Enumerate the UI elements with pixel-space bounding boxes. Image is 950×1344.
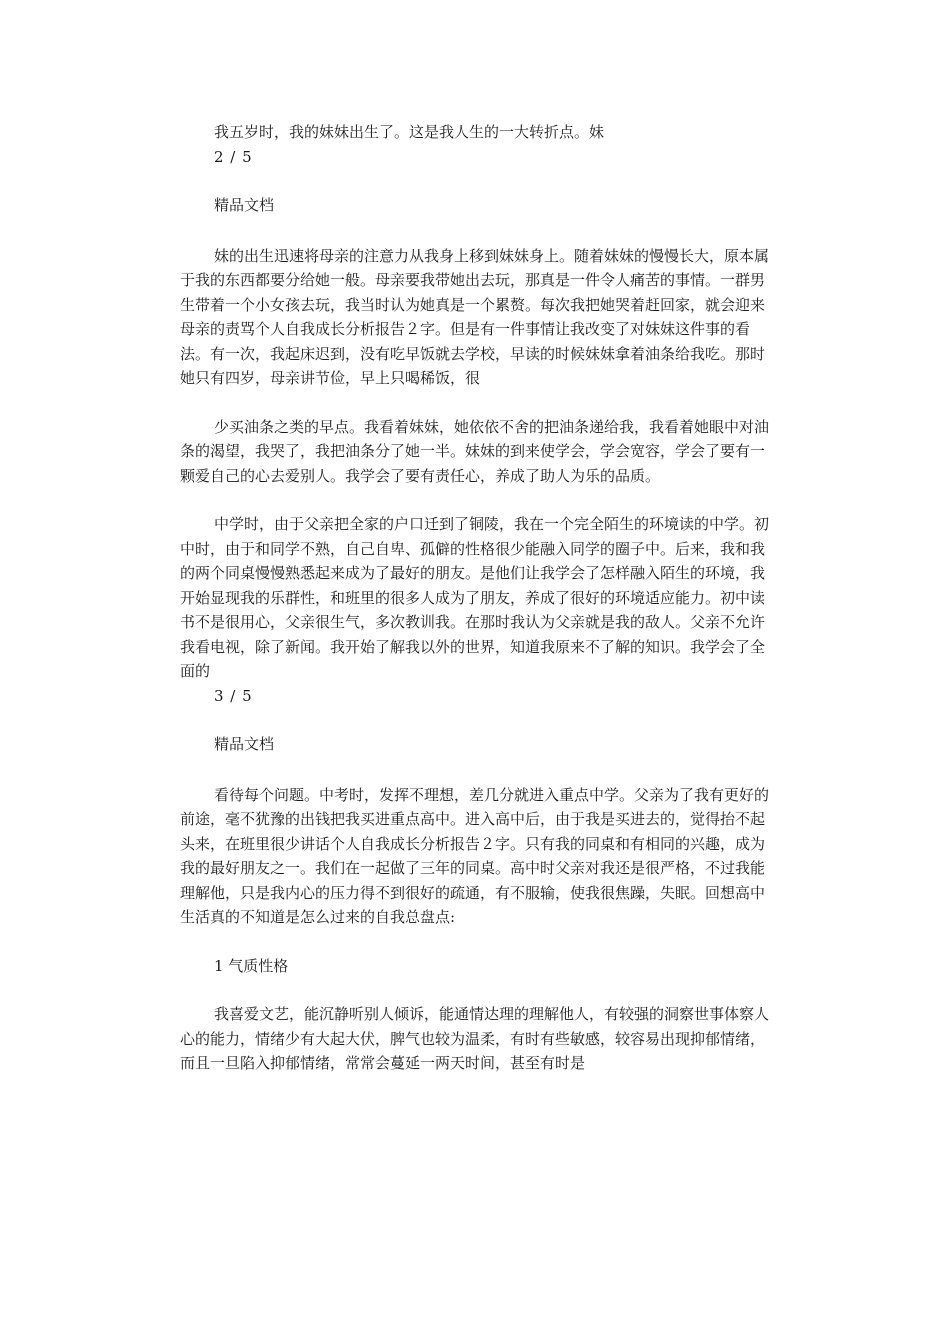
paragraph-middle-school: 中学时，由于父亲把全家的户口迁到了铜陵，我在一个完全陌生的环境读的中学。初中时，由于和同学不熟，自己自卑、孤僻的性格很少能融入同学的圈子中。后来，我和我的两个同桌慢慢熟悉起来成为了最好的朋友。是他们让我学会了怎样融入陌生的环境，我开始显现我的乐群性，和班里的很多人成为了朋友，养成了很好的环境适应能力。初中读书不是很用心，父亲很生气，多次教训我。在那时我认为父亲就是我的敌人。父亲不允许我看电视，除了新闻。我开始了解我以外的世界，知道我原来不了解的知识。我学会了全面的 bbox=[180, 515, 770, 680]
page-header: 精品文档 bbox=[214, 735, 275, 753]
section-heading: 1 气质性格 bbox=[214, 956, 289, 975]
paragraph-high-school: 看待每个问题。中考时，发挥不理想，差几分就进入重点中学。父亲为了我有更好的前途，毫不犹豫的出钱把我买进重点高中。进入高中后，由于我是买进去的，觉得抬不起头来，在班里很少讲话个人自我成长分析报告２字。只有我的同桌和有相同的兴趣，成为我的最好朋友之一。我们在一起做了三年的同桌。高中时父亲对我还是很严格，不过我能理解他，只是我内心的压力得不到很好的疏通，有不服输，使我很焦躁，失眠。回想高中生活真的不知道是怎么过来的自我总盘点: bbox=[180, 785, 770, 926]
page-number: 2 / 5 bbox=[214, 147, 253, 166]
paragraph-sister: 妹的出生迅速将母亲的注意力从我身上移到妹妹身上。随着妹妹的慢慢长大，原本属于我的东西都要分给她一般。母亲要我带她出去玩，那真是一件令人痛苦的事情。一群男生带着一个小女孩去玩，我当时认为她真是一个累赘。每次我把她哭着赶回家，就会迎来母亲的责骂个人自我成长分析报告２字。但是有一件事情让我改变了对妹妹这件事的看法。有一次，我起床迟到，没有吃早饭就去学校，早读的时候妹妹拿着油条给我吃。那时她只有四岁，母亲讲节俭，早上只喝稀饭，很 bbox=[180, 246, 770, 387]
document-page bbox=[180, 120, 770, 1076]
page-header: 精品文档 bbox=[214, 196, 275, 214]
paragraph-breakfast: 少买油条之类的早点。我看着妹妹，她依依不舍的把油条递给我，我看着她眼中对油条的渴望，我哭了，我把油条分了她一半。妹妹的到来使学会，学会宽容，学会了要有一颗爱自己的心去爱别人。我学会了要有责任心，养成了助人为乐的品质。 bbox=[180, 417, 770, 485]
page-number: 3 / 5 bbox=[214, 686, 253, 705]
paragraph-temperament: 我喜爱文艺，能沉静听别人倾诉，能通情达理的理解他人，有较强的洞察世事体察人心的能力，情绪少有大起大伏，脾气也较为温柔，有时有些敏感，较容易出现抑郁情绪，而且一旦陷入抑郁情绪，常常会蔓延一两天时间，甚至有时是 bbox=[180, 1005, 770, 1072]
paragraph-intro: 我五岁时，我的妹妹出生了。这是我人生的一大转折点。妹 bbox=[214, 123, 605, 141]
